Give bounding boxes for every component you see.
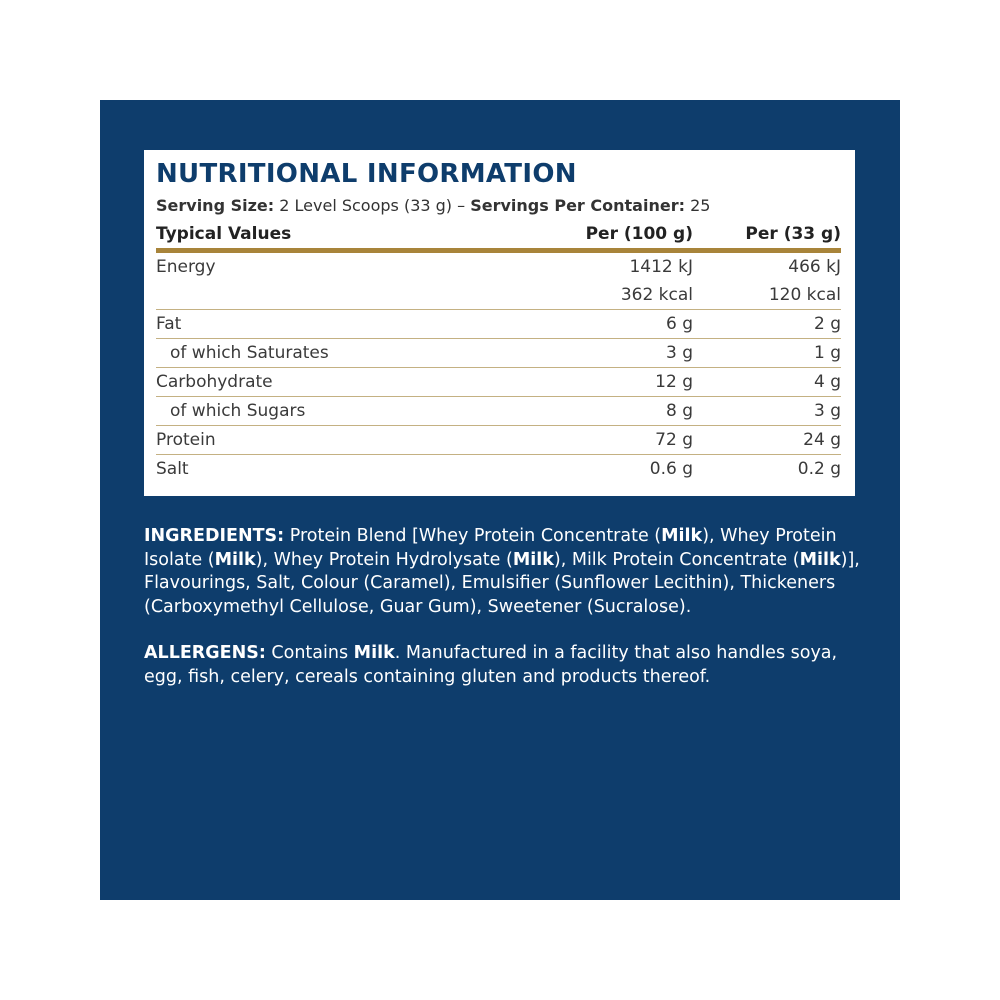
row-label: Salt <box>156 459 189 479</box>
allergens-part: Contains <box>265 643 354 663</box>
row-label: of which Saturates <box>156 339 543 368</box>
ingredients-allergen: Milk <box>661 526 703 546</box>
table-row <box>156 251 841 282</box>
row-per-100g: 362 kcal <box>543 281 693 310</box>
row-label: Fat <box>156 310 543 339</box>
ingredients-part: Protein Blend [Whey Protein Concentrate ( <box>284 526 662 546</box>
row-per-33g: 2 g <box>693 310 841 339</box>
row-label: Protein <box>156 426 543 455</box>
ingredients-part: ), Whey Protein Hydrolysate ( <box>255 549 513 570</box>
row-per-100g: 1412 kJ <box>629 257 693 277</box>
table-row <box>156 281 841 310</box>
serving-separator: – <box>457 196 466 215</box>
table-header-row <box>156 222 841 251</box>
nutrition-card <box>144 150 855 496</box>
ingredients-label: INGREDIENTS: <box>144 526 285 546</box>
label-panel <box>100 100 900 900</box>
row-per-33g: 24 g <box>693 426 841 455</box>
row-label <box>156 281 543 310</box>
serving-size-label: Serving Size: <box>156 196 275 215</box>
row-per-100g: 72 g <box>543 426 693 455</box>
ingredients-allergen: Milk <box>512 549 554 570</box>
ingredients-text <box>144 525 864 619</box>
servings-value: 25 <box>690 196 711 215</box>
ingredients-allergen: Milk <box>214 549 256 570</box>
table-row <box>156 368 841 397</box>
nutrition-title: NUTRITIONAL INFORMATION <box>156 159 577 189</box>
row-per-33g: 0.2 g <box>797 459 841 479</box>
nutrition-table <box>156 222 841 483</box>
row-label: of which Sugars <box>156 397 543 426</box>
row-label: Carbohydrate <box>156 368 543 397</box>
header-per-100g: Per (100 g) <box>543 222 693 251</box>
allergens-allergen: Milk <box>353 643 395 663</box>
header-typical-values: Typical Values <box>156 222 543 251</box>
servings-label: Servings Per Container: <box>470 196 685 215</box>
allergens-label: ALLERGENS: <box>144 643 266 663</box>
row-per-33g: 466 kJ <box>788 257 841 277</box>
row-per-33g: 3 g <box>693 397 841 426</box>
row-per-100g: 8 g <box>543 397 693 426</box>
row-per-33g: 1 g <box>693 339 841 368</box>
table-row <box>156 397 841 426</box>
row-per-33g: 4 g <box>693 368 841 397</box>
table-row <box>156 455 841 484</box>
table-row <box>156 426 841 455</box>
ingredients-part: ), Milk Protein Concentrate ( <box>553 549 800 570</box>
ingredients-part: )], Flavourings, Salt, Colour (Caramel), Emulsifier (Sunflower Lecithin), Thickeners (Carboxymethyl Cellulose, Guar Gum), Sweetener (Sucralose). <box>144 549 860 617</box>
allergens-text <box>144 642 864 689</box>
row-per-100g: 3 g <box>543 339 693 368</box>
allergens-part: . Manufactured in a facility that also handles soya, egg, fish, celery, cereals containing gluten and products thereof. <box>144 643 838 687</box>
ingredients-part: ), Whey Protein Isolate ( <box>144 526 837 570</box>
header-per-33g: Per (33 g) <box>693 222 841 251</box>
row-per-100g: 6 g <box>543 310 693 339</box>
serving-info <box>156 196 841 216</box>
serving-size-value: 2 Level Scoops (33 g) <box>279 196 453 215</box>
row-label: Energy <box>156 257 216 277</box>
ingredients-allergen: Milk <box>799 549 841 570</box>
row-per-100g: 0.6 g <box>649 459 693 479</box>
table-row <box>156 310 841 339</box>
row-per-100g: 12 g <box>543 368 693 397</box>
row-per-33g: 120 kcal <box>693 281 841 310</box>
table-row <box>156 339 841 368</box>
